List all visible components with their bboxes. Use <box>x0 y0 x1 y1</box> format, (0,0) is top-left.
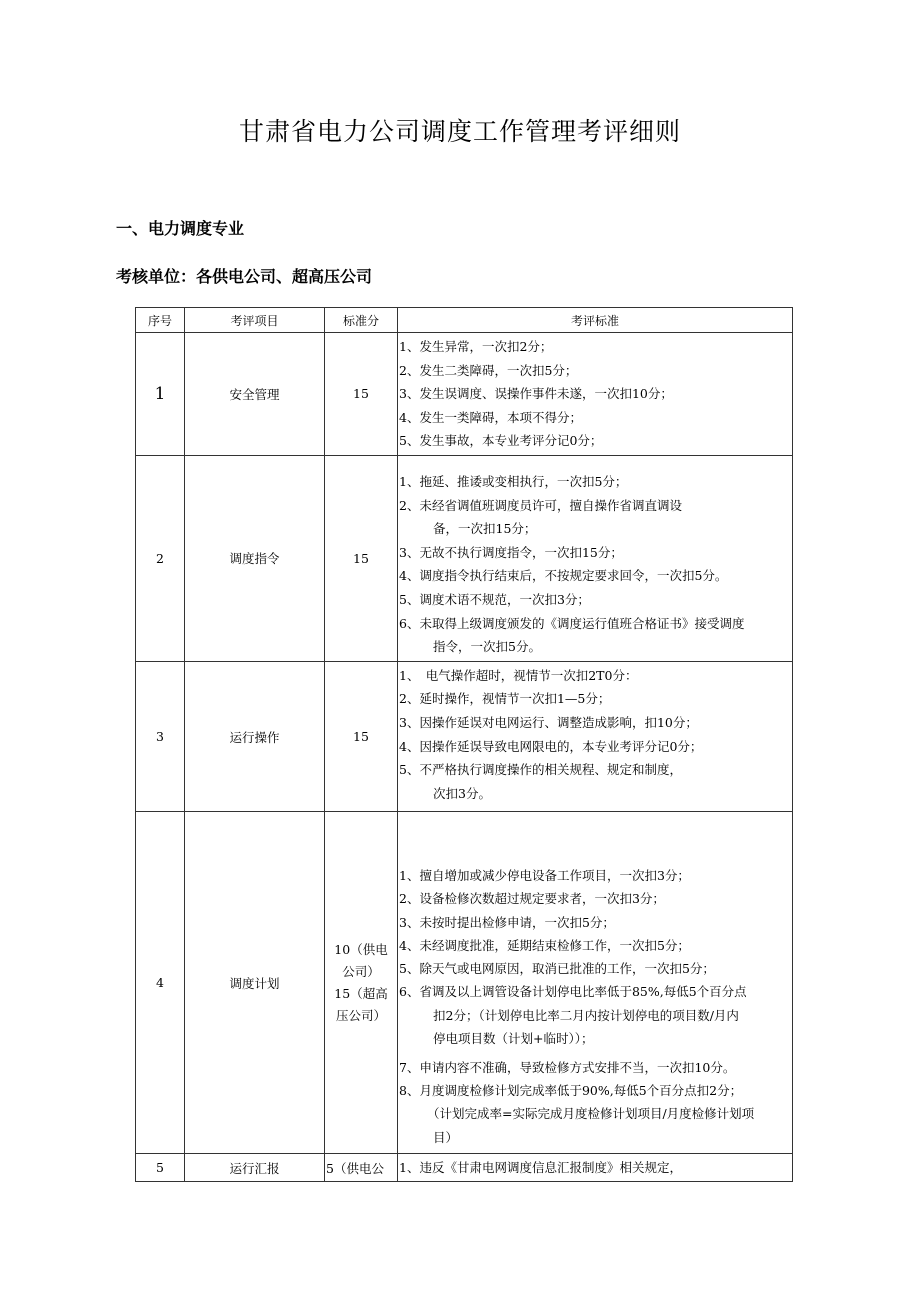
row-criteria <box>398 661 793 812</box>
table-header-row <box>136 308 793 333</box>
row-score: 5（供电公 <box>325 1153 398 1182</box>
criteria-line: 3、发生误调度、误操作事件未遂，一次扣10分； <box>399 386 673 402</box>
criteria-line: 1、拖延、推诿或变相执行，一次扣5分； <box>399 473 628 489</box>
criteria-line: 3、无故不执行调度指令，一次扣15分； <box>399 544 623 560</box>
criteria-line: 指令，一次扣5分。 <box>433 639 541 655</box>
criteria-line: 5、除天气或电网原因，取消已批准的工作，一次扣5分； <box>399 961 715 977</box>
criteria-line: 1、擅自增加或减少停电设备工作项目，一次扣3分； <box>399 868 690 884</box>
row-criteria <box>398 812 793 1153</box>
row-seq: 1 <box>136 333 185 456</box>
criteria-line: （计划完成率=实际完成月度检修计划项目/月度检修计划项 <box>427 1106 755 1122</box>
row-criteria <box>398 455 793 661</box>
criteria-line: 7、申请内容不准确，导致检修方式安排不当，一次扣10分。 <box>399 1059 736 1075</box>
row-seq: 4 <box>136 812 185 1153</box>
criteria-line: 2、未经省调值班调度员许可，擅自操作省调直调设 <box>399 497 682 513</box>
criteria-line: 6、省调及以上调管设备计划停电比率低于85%,每低5个百分点 <box>399 984 747 1000</box>
row-score: 15 <box>325 661 398 812</box>
criteria-line: 6、未取得上级调度颁发的《调度运行值班合格证书》接受调度 <box>399 615 745 631</box>
row-score: 15 <box>325 455 398 661</box>
score-line: 公司） <box>342 963 380 979</box>
table-row <box>136 455 793 661</box>
criteria-line: 4、调度指令执行结束后，不按规定要求回令，一次扣5分。 <box>399 568 728 584</box>
row-criteria <box>398 1153 793 1182</box>
table-row <box>136 1153 793 1182</box>
criteria-line: 扣2分；（计划停电比率二月内按计划停电的项目数/月内 <box>433 1007 739 1023</box>
evaluation-table <box>135 307 793 1182</box>
header-score: 标准分 <box>325 308 398 333</box>
criteria-line: 1、违反《甘肃电网调度信息汇报制度》相关规定， <box>399 1159 682 1175</box>
criteria-line: 停电项目数（计划+临时））； <box>433 1030 594 1046</box>
criteria-line: 2、设备检修次数超过规定要求者，一次扣3分； <box>399 891 665 907</box>
row-item: 安全管理 <box>185 333 325 456</box>
row-item: 运行汇报 <box>185 1153 325 1182</box>
unit-heading: 考核单位：各供电公司、超高压公司 <box>116 267 373 286</box>
table-row <box>136 333 793 456</box>
criteria-line: 1、 电气操作超时，视情节一次扣2T0分： <box>399 667 638 683</box>
row-seq: 5 <box>136 1153 185 1182</box>
criteria-line: 4、未经调度批准，延期结束检修工作，一次扣5分； <box>399 937 690 953</box>
row-criteria <box>398 333 793 456</box>
header-seq: 序号 <box>136 308 185 333</box>
table-row <box>136 661 793 812</box>
section-heading: 一、电力调度专业 <box>116 219 245 238</box>
row-item: 运行操作 <box>185 661 325 812</box>
criteria-line: 4、因操作延误导致电网限电的，本专业考评分记0分； <box>399 738 703 754</box>
row-seq: 2 <box>136 455 185 661</box>
criteria-line: 1、发生异常，一次扣2分； <box>399 339 553 354</box>
header-criteria: 考评标准 <box>398 308 793 333</box>
criteria-line: 4、发生一类障碍，本项不得分； <box>399 409 582 425</box>
score-line: 压公司） <box>335 1007 386 1023</box>
criteria-line: 2、延时操作，视情节一次扣1—5分； <box>399 691 611 707</box>
criteria-line: 3、未按时提出检修申请，一次扣5分； <box>399 914 615 930</box>
row-score <box>325 812 398 1153</box>
score-line: 10（供电 <box>334 941 388 957</box>
header-item: 考评项目 <box>185 308 325 333</box>
row-item: 调度计划 <box>185 812 325 1153</box>
criteria-line: 8、月度调度检修计划完成率低于90%,每低5个百分点扣2分； <box>399 1083 743 1099</box>
document-title: 甘肃省电力公司调度工作管理考评细则 <box>238 117 681 146</box>
score-line: 15（超高 <box>334 985 388 1001</box>
criteria-line: 2、发生二类障碍，一次扣5分； <box>399 362 578 378</box>
criteria-line: 5、不严格执行调度操作的相关规程、规定和制度， <box>399 762 682 778</box>
criteria-line: 5、发生事故，本专业考评分记0分； <box>399 433 603 449</box>
table-row <box>136 812 793 1153</box>
criteria-line: 5、调度术语不规范，一次扣3分； <box>399 591 590 607</box>
criteria-line: 备，一次扣15分； <box>433 521 537 537</box>
criteria-line: 目） <box>433 1129 459 1145</box>
row-score: 15 <box>325 333 398 456</box>
criteria-line: 3、因操作延误对电网运行、调整造成影响，扣10分； <box>399 714 698 730</box>
criteria-line: 次扣3分。 <box>433 785 491 801</box>
row-seq: 3 <box>136 661 185 812</box>
row-item: 调度指令 <box>185 455 325 661</box>
